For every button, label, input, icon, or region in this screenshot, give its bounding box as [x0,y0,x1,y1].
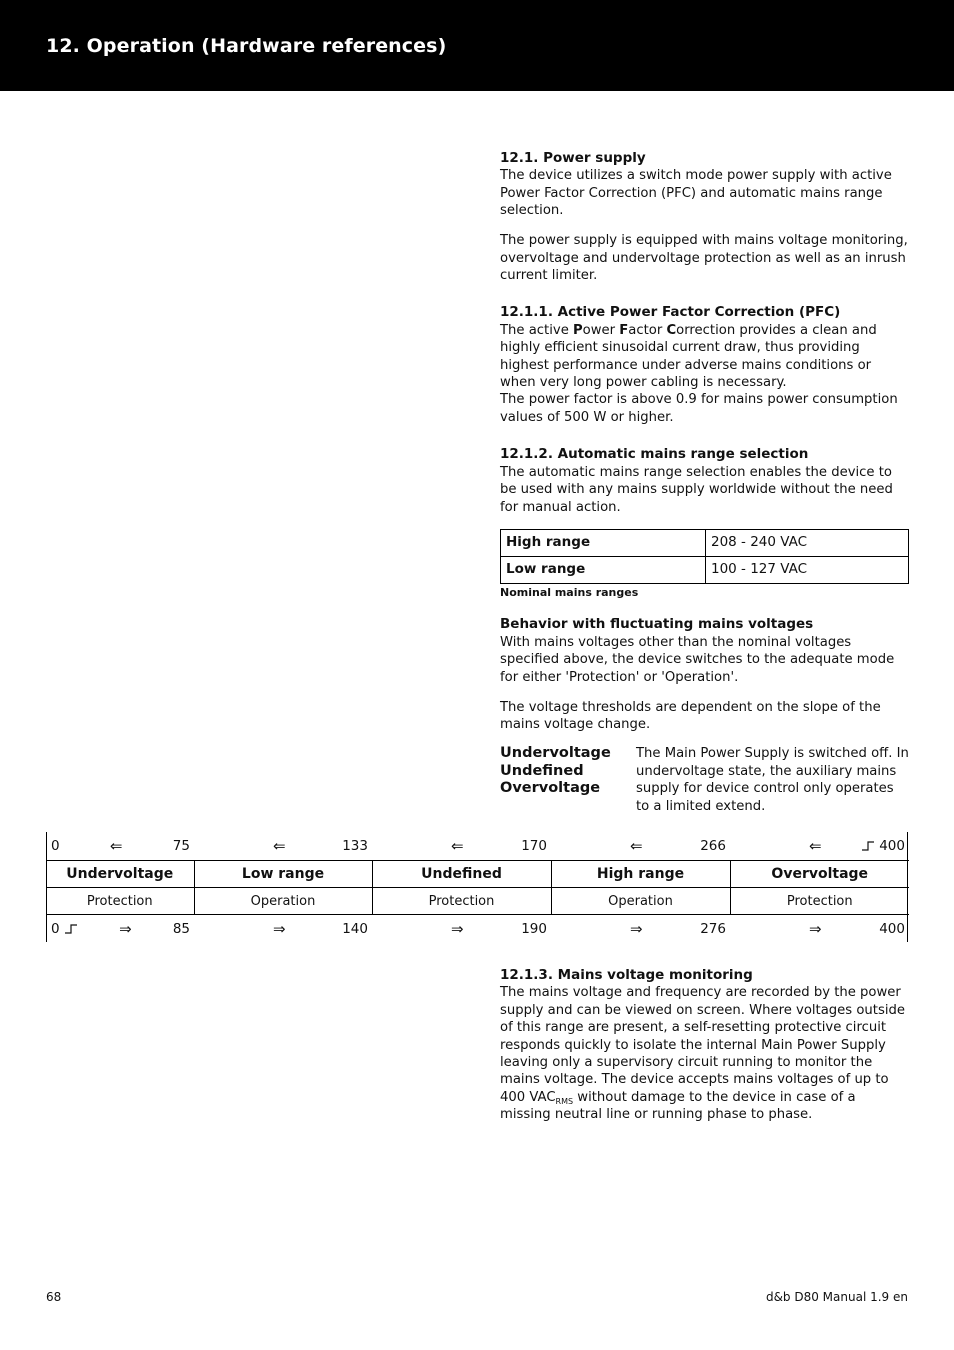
threshold-value: 400 [879,838,905,854]
state-terms [500,745,636,815]
table-row [501,556,909,583]
table-caption: Nominal mains ranges [500,585,639,599]
section-heading-mains-range: 12.1.2. Automatic mains range selection [500,446,809,463]
right-arrow-icon: ⇒ [273,920,286,938]
threshold-value: 140 [342,921,368,937]
range-value: 100 - 127 VAC [706,556,909,583]
left-arrow-icon: ⇐ [809,837,822,855]
left-arrow-icon: ⇐ [273,837,286,855]
mode-cell: Operation [551,888,730,915]
threshold-value: 75 [172,838,190,854]
section-heading-pfc: 12.1.1. Active Power Factor Correction (PFC) [500,304,841,321]
right-arrow-icon: ⇒ [451,920,464,938]
section-heading-monitoring: 12.1.3. Mains voltage monitoring [500,967,753,983]
threshold-value: 170 [521,838,547,854]
range-header-row [46,861,909,888]
range-label: Low range [501,556,706,583]
range-undefined: Undefined [372,861,551,888]
term-undervoltage: Undervoltage [500,745,611,762]
monitoring-paragraph: The mains voltage and frequency are recorded by the power supply and can be viewed on screen. Where voltages outside of this range are present, a self-resetting protective circuit responds quickly to isolate the internal Main Power Supply leaving only a supervisory circuit running to monitor the mains voltage. The device accepts mains voltages of up to 400 $VAC_{RMS}$ without damage to the device in case of a missing neutral line or running phase to phase. [500,985,905,1123]
state-description: The Main Power Supply is switched off. In undervoltage state, the auxiliary mains supply for device control only operates to a limited extend. [636,746,909,814]
page-title: 12. Operation (Hardware references) [46,35,447,57]
power-supply-paragraph-2: The power supply is equipped with mains voltage monitoring, overvoltage and undervoltage protection as well as an inrush current limiter. [500,233,908,284]
document-title: d&b D80 Manual 1.9 en [765,1290,908,1304]
mode-cell: Protection [372,888,551,915]
power-supply-paragraph-1: The device utilizes a switch mode power supply with active Power Factor Correction (PFC) and automatic mains range selection. [500,168,892,219]
mode-cell: Protection [730,888,909,915]
mode-row [46,888,909,915]
section-heading-power-supply: 12.1. Power supply [500,150,646,166]
right-arrow-icon: ⇒ [809,920,822,938]
mode-cell: Protection [46,888,194,915]
left-arrow-icon: ⇐ [451,837,464,855]
state-definition-list [500,745,910,815]
voltage-threshold-table [46,832,909,943]
term-undefined: Undefined [500,762,584,779]
range-label: High range [501,529,706,556]
table-row [501,529,909,556]
threshold-value: 266 [700,838,726,854]
content-column [500,150,910,815]
pfc-paragraph-2: The power factor is above 0.9 for mains power consumption values of 500 W or higher. [500,392,898,425]
rising-edge-icon [861,841,875,851]
threshold-value: 400 [879,921,905,937]
nominal-ranges-table [500,529,909,584]
range-low: Low range [194,861,372,888]
threshold-value: 133 [342,838,368,854]
range-overvoltage: Overvoltage [730,861,909,888]
behavior-paragraph-2: The voltage thresholds are dependent on the slope of the mains voltage change. [500,699,881,732]
threshold-value: 190 [521,921,547,937]
right-arrow-icon: ⇒ [119,920,132,938]
range-value: 208 - 240 VAC [706,529,909,556]
left-arrow-icon: ⇐ [630,837,643,855]
threshold-value: 276 [700,921,726,937]
range-high: High range [551,861,730,888]
range-undervoltage: Undervoltage [46,861,194,888]
threshold-value: 0 [51,921,60,937]
pfc-paragraph-1: The active Power Factor Correction provides a clean and highly efficient sinusoidal current draw, thus providing highest performance under adverse mains conditions or when very long power cabling is necessary. [500,322,877,391]
mode-cell: Operation [194,888,372,915]
behavior-paragraph-1: With mains voltages other than the nominal voltages specified above, the device switches to the adequate mode for either 'Protection' or 'Operation'. [500,634,895,685]
term-overvoltage: Overvoltage [500,780,601,797]
falling-thresholds-row [46,832,909,861]
right-arrow-icon: ⇒ [630,920,643,938]
behavior-heading: Behavior with fluctuating mains voltages [500,616,814,633]
page-header [0,0,954,91]
left-arrow-icon: ⇐ [109,837,123,855]
threshold-value: 0 [51,838,60,854]
mains-range-paragraph: The automatic mains range selection enables the device to be used with any mains supply worldwide without the need for manual action. [500,464,893,515]
rising-thresholds-row [46,915,909,944]
content-column-lower [500,967,910,1124]
page-number: 68 [46,1290,62,1304]
rising-edge-icon [64,924,78,934]
threshold-value: 85 [172,921,190,937]
